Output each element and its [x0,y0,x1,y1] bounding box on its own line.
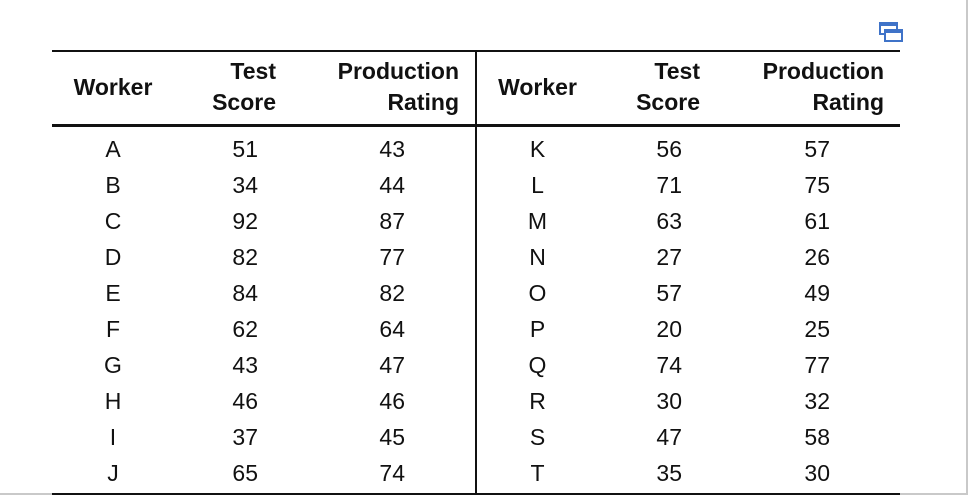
worker-cell: L [476,167,598,203]
header-production-rating: Production Rating [722,51,900,126]
worker-cell: T [476,455,598,494]
worker-cell: B [105,172,121,198]
header-test-score: Test Score [174,51,298,126]
production-rating-cell: 46 [379,388,405,414]
production-rating-cell: 47 [379,352,405,378]
production-rating-cell: 82 [379,280,405,306]
production-rating-cell: 32 [804,388,830,414]
test-score-cell: 62 [232,316,258,342]
test-score-cell: 63 [656,208,682,234]
test-score-cell: 51 [232,136,258,162]
test-score-cell: 74 [656,352,682,378]
test-score-cell: 56 [656,136,682,162]
worker-cell: R [476,383,598,419]
production-rating-cell: 87 [379,208,405,234]
worker-cell: I [109,424,117,450]
worker-cell: J [52,455,174,494]
header-worker: Worker [476,51,598,126]
production-rating-cell: 75 [804,172,830,198]
table-row [52,239,900,275]
table-row [52,203,900,239]
test-score-cell: 46 [232,388,258,414]
production-rating-cell: 77 [804,352,830,378]
worker-cell: P [476,311,598,347]
worker-cell: K [476,126,598,168]
test-score-cell: 34 [232,172,258,198]
worker-cell: O [476,275,598,311]
production-rating-cell: 44 [379,172,405,198]
production-rating-cell: 64 [379,316,405,342]
production-rating-cell: 25 [804,316,830,342]
worker-cell: C [104,208,122,234]
test-score-cell: 35 [598,455,722,494]
test-score-cell: 27 [656,244,682,270]
table-row [52,311,900,347]
production-rating-cell: 45 [379,424,405,450]
production-rating-cell: 57 [804,136,830,162]
test-score-cell: 20 [656,316,682,342]
test-score-cell: 82 [232,244,258,270]
worker-cell: G [104,352,122,378]
table-header-row [52,51,900,126]
production-rating-cell: 58 [804,424,830,450]
worker-cell: M [476,203,598,239]
worker-cell: E [105,280,121,306]
test-score-cell: 30 [656,388,682,414]
header-worker: Worker [52,51,174,126]
header-production-rating: Production Rating [298,51,476,126]
production-rating-cell: 61 [804,208,830,234]
table-row [52,167,900,203]
table-row [52,126,900,168]
table-row [52,347,900,383]
worker-cell: F [105,316,121,342]
worker-cell: N [476,239,598,275]
test-score-cell: 43 [232,352,258,378]
worker-cell: D [104,244,122,270]
table-row [52,419,900,455]
table-row [52,383,900,419]
test-score-cell: 92 [232,208,258,234]
production-rating-cell: 77 [379,244,405,270]
production-rating-cell: 74 [298,455,476,494]
test-score-cell: 47 [656,424,682,450]
worker-cell: Q [476,347,598,383]
worker-cell: H [104,388,122,414]
worker-cell: A [105,136,121,162]
test-score-cell: 37 [232,424,258,450]
test-score-cell: 65 [174,455,298,494]
worker-cell: S [476,419,598,455]
test-score-cell: 71 [656,172,682,198]
popout-window-icon[interactable] [877,21,905,43]
worker-scores-table [52,50,900,495]
production-rating-cell: 30 [722,455,900,494]
test-score-cell: 84 [232,280,258,306]
production-rating-cell: 43 [379,136,405,162]
production-rating-cell: 26 [804,244,830,270]
table-row [52,455,900,494]
test-score-cell: 57 [656,280,682,306]
header-test-score: Test Score [598,51,722,126]
production-rating-cell: 49 [804,280,830,306]
table-row [52,275,900,311]
